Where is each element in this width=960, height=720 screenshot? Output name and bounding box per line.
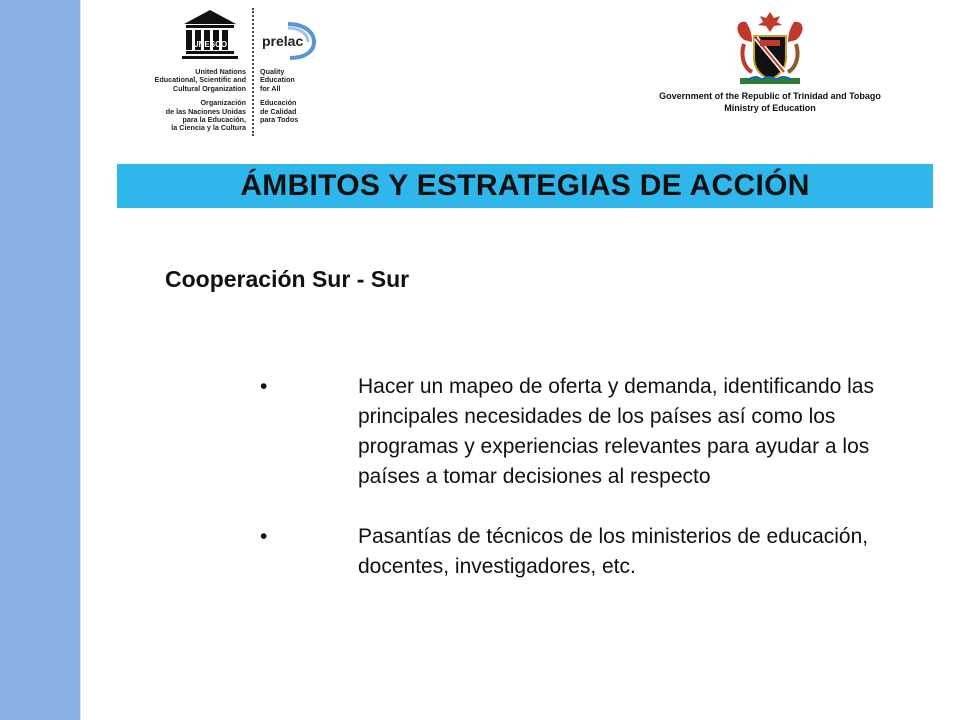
bullet-text: Hacer un mapeo de oferta y demanda, identificando las principales necesidades de los países así como los programas y experiencias relevantes para ayudar a los países a tomar decisiones al respecto bbox=[358, 375, 874, 488]
prelac-logo-icon bbox=[258, 20, 318, 60]
bullet-marker: • bbox=[260, 525, 268, 548]
slide-title: ÁMBITOS Y ESTRATEGIAS DE ACCIÓN bbox=[240, 169, 810, 202]
unesco-name-text: United Nations Educational, Scientific and Cultural Organization Organización de las Naciones Unidas para la Educación, la Ciencia y la Cultura bbox=[154, 67, 246, 133]
sidebar-edge-line bbox=[80, 0, 81, 720]
title-band bbox=[117, 164, 933, 208]
ministry-name: Ministry of Education bbox=[724, 103, 816, 113]
prelac-wordmark: prelac bbox=[262, 33, 304, 49]
government-caption bbox=[620, 90, 920, 114]
government-name: Government of the Republic of Trinidad and Tobago bbox=[659, 91, 881, 101]
unesco-prelac-logo bbox=[150, 8, 320, 138]
logo-divider bbox=[252, 8, 254, 136]
bullet-marker: • bbox=[260, 375, 268, 398]
bullet-text: Pasantías de técnicos de los ministerios de educación, docentes, investigadores, etc. bbox=[358, 525, 869, 578]
bullet-list bbox=[258, 372, 898, 582]
unesco-wordmark: UNESCO bbox=[192, 40, 228, 49]
left-sidebar-bar bbox=[0, 0, 80, 720]
list-item bbox=[258, 522, 898, 582]
slide-subtitle: Cooperación Sur - Sur bbox=[165, 266, 410, 292]
unesco-temple-icon bbox=[180, 8, 240, 68]
list-item bbox=[258, 372, 898, 492]
prelac-name-text: Quality Education for All Educación de Calidad para Todos bbox=[260, 67, 299, 125]
trinidad-tobago-crest-icon bbox=[730, 10, 810, 90]
